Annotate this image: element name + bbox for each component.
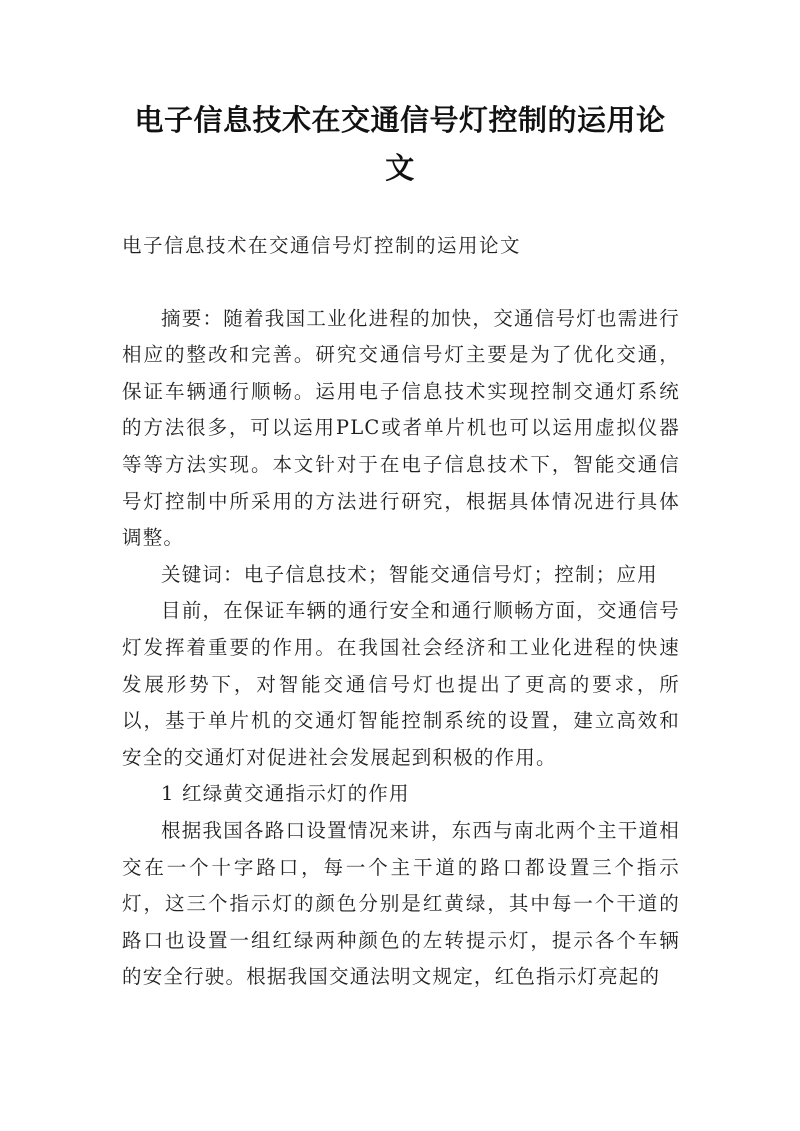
keywords-paragraph: 关键词：电子信息技术；智能交通信号灯；控制；应用 <box>161 562 658 586</box>
intro-paragraph: 目前，在保证车辆的通行安全和通行顺畅方面，交通信号灯发挥着重要的作用。在我国社会经济和工业化进程的快速发展形势下，对智能交通信号灯也提出了更高的要求，所以，基于单片机的交通灯智能控制系统的设置，建立高效和安全的交通灯对促进社会发展起到积极的作用。 <box>122 599 680 769</box>
document-body <box>122 228 680 996</box>
abstract-paragraph: 摘要：随着我国工业化进程的加快，交通信号灯也需进行相应的整改和完善。研究交通信号灯主要是为了优化交通，保证车辆通行顺畅。运用电子信息技术实现控制交通灯系统的方法很多，可以运用PLC或者单片机也可以运用虚拟仪器等等方法实现。本文针对于在电子信息技术下，智能交通信号灯控制中所采用的方法进行研究，根据具体情况进行具体调整。 <box>122 306 680 550</box>
section-paragraph: 根据我国各路口设置情况来讲，东西与南北两个主干道相交在一个十字路口，每一个主干道的路口都设置三个指示灯，这三个指示灯的颜色分别是红黄绿，其中每一个干道的路口也设置一组红绿两种颜色的左转提示灯，提示各个车辆的安全行驶。根据我国交通法明文规定，红色指示灯亮起的 <box>122 818 680 989</box>
document-subtitle: 电子信息技术在交通信号灯控制的运用论文 <box>122 234 522 257</box>
section-heading: 1 红绿黄交通指示灯的作用 <box>161 782 410 806</box>
document-title: 电子信息技术在交通信号灯控制的运用论文 <box>134 103 666 185</box>
